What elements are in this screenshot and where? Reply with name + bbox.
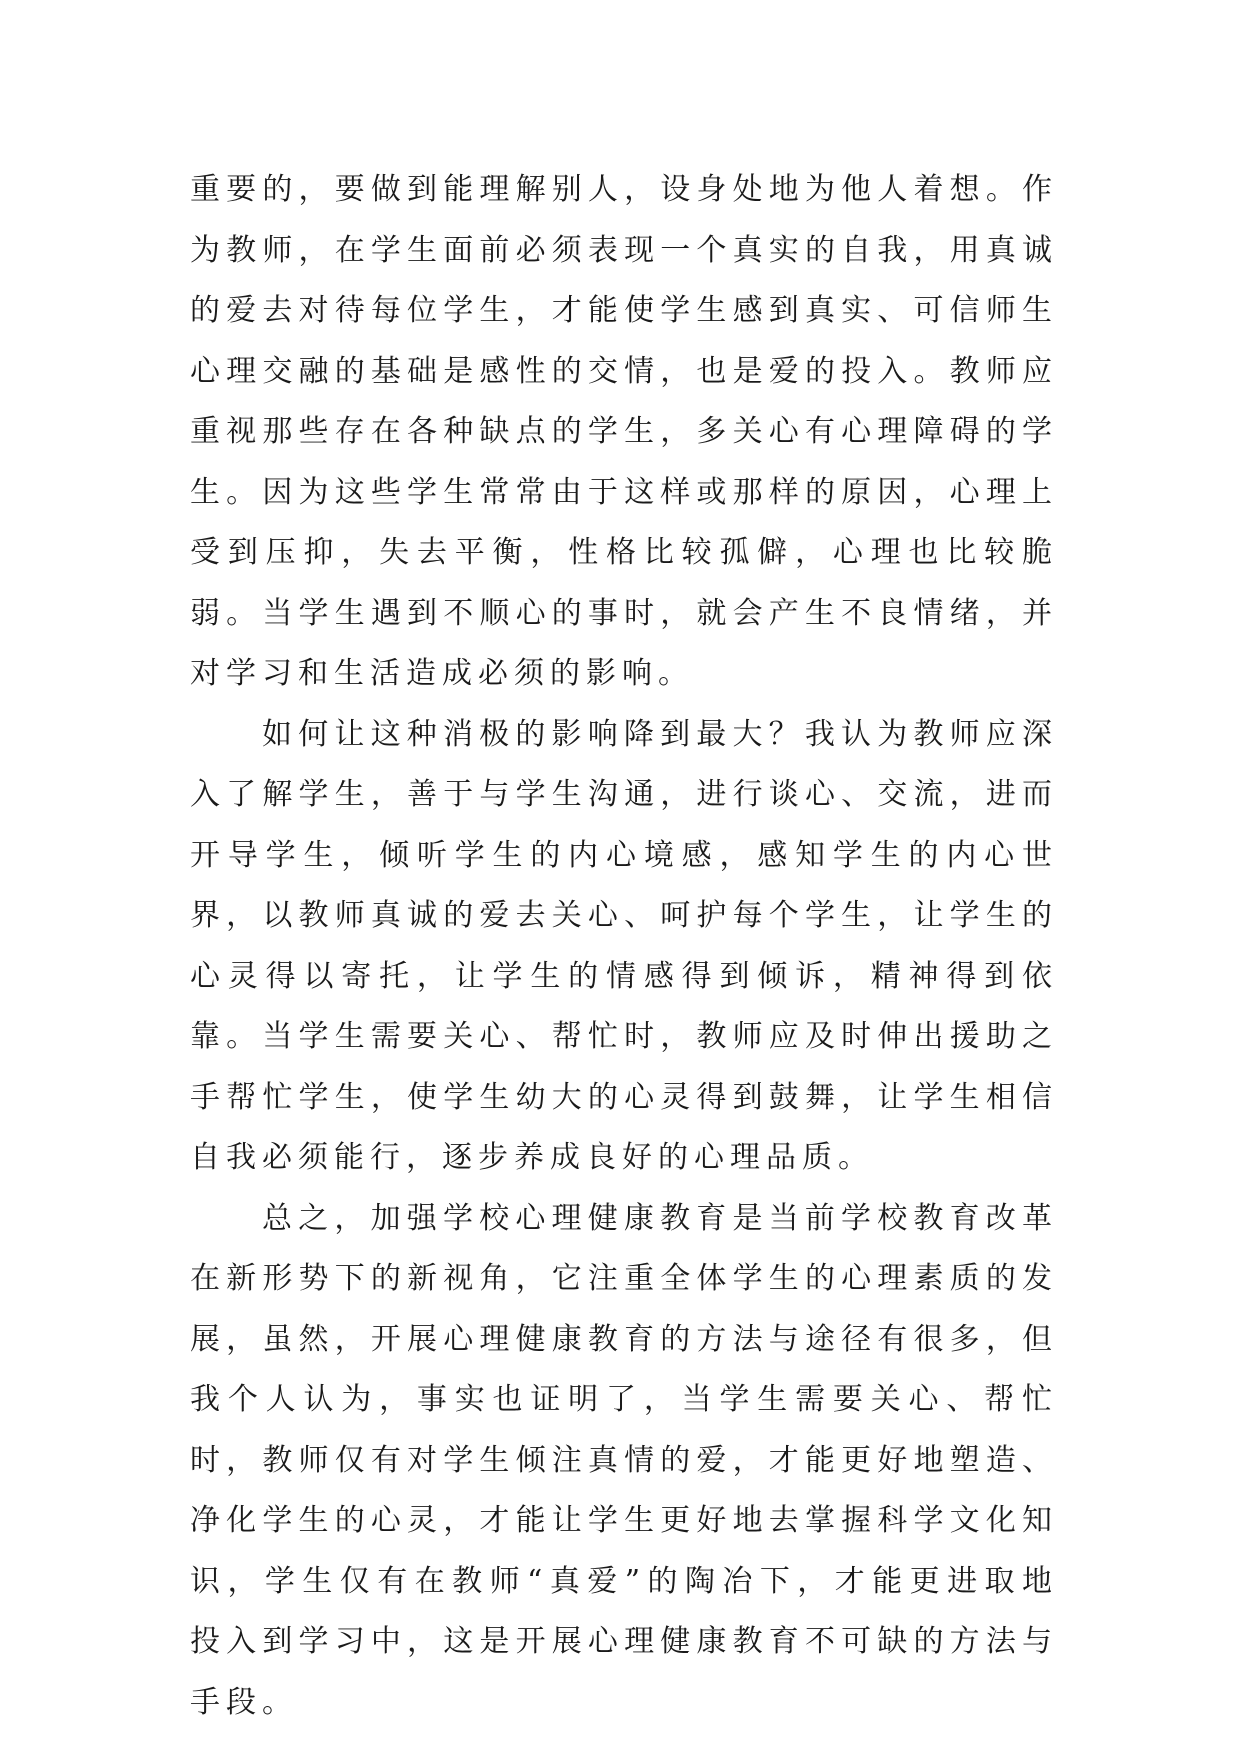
paragraph-3: 总之，加强学校心理健康教育是当前学校教育改革在新形势下的新视角，它注重全体学生的心理素质的发展，虽然，开展心理健康教育的方法与途径有很多，但我个人认为，事实也证明了，当学生需要关心、帮忙时，教师仅有对学生倾注真情的爱，才能更好地塑造、净化学生的心灵，才能让学生更好地去掌握科学文化知识，学生仅有在教师“真爱”的陶冶下，才能更进取地投入到学习中，这是开展心理健康教育不可缺的方法与手段。	[190, 1200, 1058, 1720]
document-body	[190, 160, 1058, 1733]
paragraph-1: 重要的，要做到能理解别人，设身处地为他人着想。作为教师，在学生面前必须表现一个真实的自我，用真诚的爱去对待每位学生，才能使学生感到真实、可信师生心理交融的基础是感性的交情，也是爱的投入。教师应重视那些存在各种缺点的学生，多关心有心理障碍的学生。因为这些学生常常由于这样或那样的原因，心理上受到压抑，失去平衡，性格比较孤僻，心理也比较脆弱。当学生遇到不顺心的事时，就会产生不良情绪，并对学习和生活造成必须的影响。	[190, 172, 1058, 691]
paragraph-2: 如何让这种消极的影响降到最大？我认为教师应深入了解学生，善于与学生沟通，进行谈心、交流，进而开导学生，倾听学生的内心境感，感知学生的内心世界，以教师真诚的爱去关心、呵护每个学生，让学生的心灵得以寄托，让学生的情感得到倾诉，精神得到依靠。当学生需要关心、帮忙时，教师应及时伸出援助之手帮忙学生，使学生幼大的心灵得到鼓舞，让学生相信自我必须能行，逐步养成良好的心理品质。	[190, 716, 1058, 1175]
